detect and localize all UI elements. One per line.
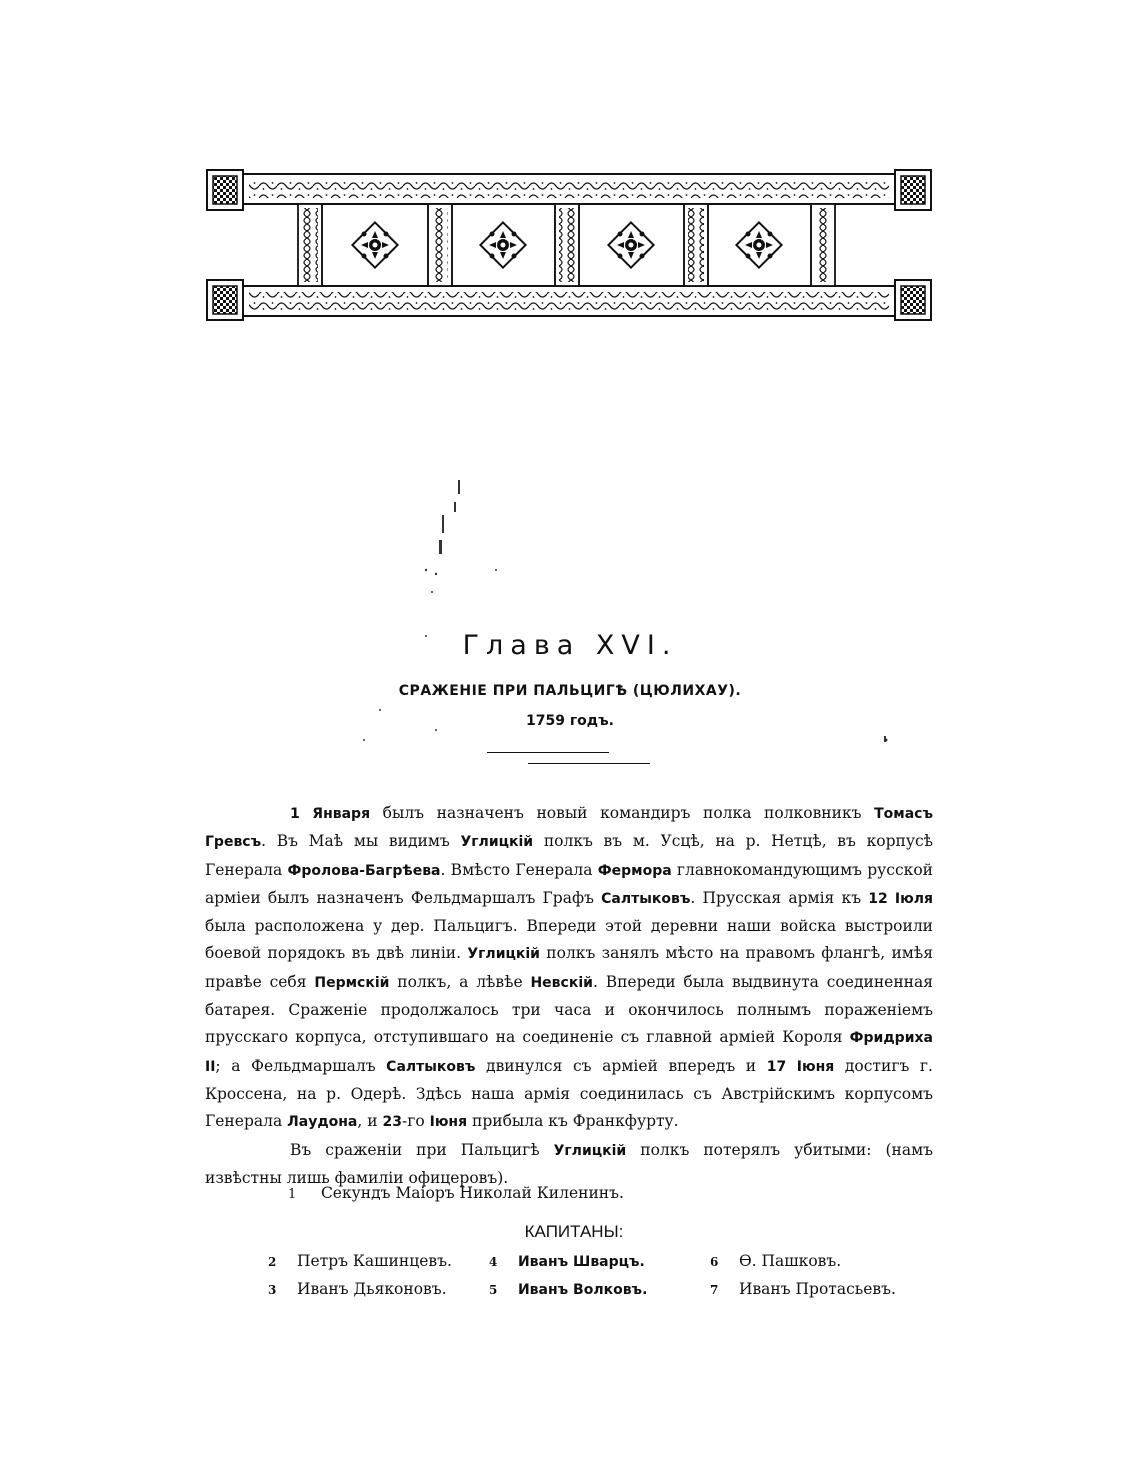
emphasized-text: 17 Iюня (766, 1058, 835, 1075)
captain-name: Ѳ. Пашковъ. (738, 1252, 842, 1270)
emphasized-text: Салтыковъ (386, 1058, 476, 1075)
body-text (205, 800, 933, 1192)
paragraph-text: полкъ въ м. Усцѣ, на р. Нетцѣ, въ корпусѣ Генерала (205, 832, 934, 879)
emphasized-text: Фридриха II (205, 1030, 933, 1075)
captain-name: Иванъ Протасьевъ. (738, 1280, 896, 1298)
emphasized-text: Лаудона (287, 1114, 358, 1131)
captain-entry (268, 1280, 447, 1298)
chapter-title: Глава XVI. (462, 630, 678, 661)
paragraph-text: двинулся съ арміей впередъ и (475, 1056, 767, 1075)
paragraph-text: , и (357, 1112, 383, 1131)
ornamental-header-band (205, 168, 933, 322)
captain-name: Иванъ Шварцъ. (517, 1254, 645, 1270)
officer-number: 1 (288, 1187, 297, 1202)
paragraph-text: ; а Фельдмаршалъ (215, 1056, 387, 1075)
emphasized-text: Углицкiй (467, 946, 540, 963)
paragraph-text: Въ сраженіи при Пальцигѣ (290, 1140, 554, 1159)
chapter-year: 1759 годъ. (526, 713, 614, 729)
captain-number: 4 (489, 1255, 498, 1269)
paragraph-text: полкъ потерялъ убитыми: (намъ извѣстны лишь фамиліи офицеровъ). (205, 1140, 933, 1187)
captain-number: 5 (489, 1283, 498, 1297)
emphasized-text: 12 Iюля (868, 890, 933, 907)
captain-entry (268, 1252, 452, 1270)
paragraph-text: прибыла къ Франкфурту. (467, 1112, 679, 1131)
captain-name: Петръ Кашинцевъ. (296, 1252, 452, 1270)
emphasized-text: Фермора (597, 862, 672, 879)
captain-number: 6 (710, 1255, 719, 1269)
paragraph-text: -го (401, 1112, 430, 1131)
paragraph-text: былъ назначенъ новый командиръ полка полковникъ (370, 804, 875, 822)
emphasized-text: Iюня (429, 1114, 468, 1131)
emphasized-text: 1 Января (290, 806, 371, 822)
captain-number: 7 (710, 1283, 719, 1297)
captain-number: 2 (268, 1255, 277, 1269)
emphasized-text: Углицкiй (460, 834, 534, 851)
paragraph-text: достигъ г. Кроссена, на р. Одерѣ. Здѣсь наша армія соединилась съ Австрійскимъ корпусомъ Генерала (205, 1056, 933, 1131)
divider-rule (487, 752, 609, 753)
captain-entry (710, 1252, 841, 1270)
captain-name: Иванъ Дьяконовъ. (296, 1280, 447, 1298)
officer-entry (288, 1184, 624, 1202)
paragraph-text: главнокомандующимъ русской арміеи былъ назначенъ Фельдмаршалъ Графъ (205, 860, 933, 907)
emphasized-text: Фролова-Багрѣева (287, 862, 441, 879)
chapter-subtitle: СРАЖЕНIЕ ПРИ ПАЛЬЦИГѢ (ЦЮЛИХАУ). (398, 683, 742, 699)
emphasized-text: Пермскiй (314, 974, 390, 991)
officer-name: Секундъ Маіоръ Николай Киленинъ. (320, 1184, 624, 1202)
paragraph-text: . Вмѣсто Генерала (440, 860, 598, 879)
emphasized-text: Салтыковъ (601, 890, 691, 907)
emphasized-text: Невскiй (530, 974, 593, 991)
paragraph-text: . Впереди была выдвинута соединенная батарея. Сраженіе продолжалось три часа и окончилось полнымъ пораженіемъ прусскаго корпуса, отступившаго на соединеніе съ главной арміей Короля (205, 972, 934, 1047)
body-paragraph (205, 800, 933, 1137)
captain-entry (710, 1280, 896, 1298)
captain-number: 3 (268, 1283, 277, 1297)
paragraph-text: . Прусская армія къ (690, 888, 869, 907)
emphasized-text: 23 (382, 1114, 402, 1131)
captains-heading: КАПИТАНЫ: (524, 1222, 624, 1241)
captain-name: Иванъ Волковъ. (517, 1282, 648, 1298)
emphasized-text: Углицкiй (553, 1142, 627, 1159)
paragraph-text: была расположена у дер. Пальцигъ. Впереди этой деревни наши войска выстроили боевой порядокъ въ двѣ линiи. (205, 917, 933, 963)
paragraph-text: полкъ, а лѣвѣе (389, 972, 531, 991)
captain-entry (489, 1252, 645, 1270)
paragraph-text: полкъ занялъ мѣсто на правомъ флангѣ, имѣя правѣе себя (205, 944, 933, 991)
emphasized-text: Томасъ Гревсъ (205, 806, 933, 851)
captain-entry (489, 1280, 647, 1298)
divider-rule (528, 763, 650, 764)
paragraph-text: . Въ Маѣ мы видимъ (261, 832, 461, 851)
